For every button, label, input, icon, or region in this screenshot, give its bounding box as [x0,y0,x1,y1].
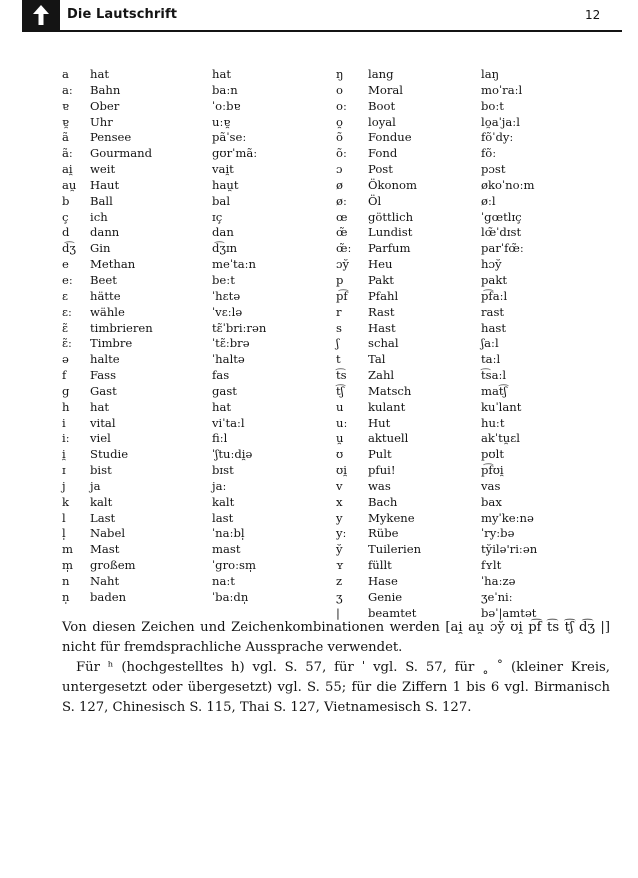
ipa-symbol: ɛ̃ː [62,336,72,351]
ipa-transcription: meˈtaːn [212,257,256,272]
ipa-word: ja [90,478,101,493]
ipa-symbol: h [62,399,70,414]
ipa-transcription: kuˈlant [481,399,522,414]
ipa-symbol: y̆ [336,542,343,557]
ipa-word: wähle [90,304,125,319]
table-row [336,526,626,542]
table-row [336,416,626,432]
ipa-transcription: huːt [481,415,505,430]
ipa-word: beamtet [368,605,417,620]
ipa-symbol: ãː [62,146,73,161]
ipa-word: Ökonom [368,177,417,192]
ipa-transcription: ty̆ilə'riːən [481,542,538,557]
table-row [62,241,322,257]
table-row [336,447,626,463]
ipa-symbol: l [62,510,66,525]
table-row [62,67,322,83]
ipa-transcription: jaː [212,478,227,493]
ipa-symbol: au̯ [62,177,77,192]
ipa-word: Rübe [368,526,399,541]
ipa-symbol: œ [336,209,348,224]
ipa-transcription: parˈfœ̃ː [481,241,524,256]
table-row [62,115,322,131]
ipa-symbol: x [336,494,343,509]
ipa-word: Hut [368,415,391,430]
ipa-word: Genie [368,589,403,604]
ipa-word: Last [90,510,116,525]
ipa-word: Öl [368,193,382,208]
ipa-symbol: g [62,383,70,398]
ipa-word: pfui! [368,463,396,478]
ipa-symbol: i [62,415,66,430]
ipa-word: großem [90,558,136,573]
ipa-transcription: ˈgœtlɪç [481,209,522,224]
table-row [62,526,322,542]
ipa-word: Moral [368,82,404,97]
ipa-word: Ball [90,193,113,208]
ipa-symbol: b [62,193,70,208]
footnote-paragraph-1: Von diesen Zeichen und Zeichenkombinationen werden [ai̯ au̯ ɔy̆ ʊi̯ p͡f t͡s t͡ʃ d͡ʒ |] nicht für fremdsprachliche Aussprache verwendet. [62,620,610,655]
ipa-transcription: p͡faːl [481,288,508,303]
ipa-word: Studie [90,447,129,462]
ipa-symbol: ʏ [336,558,344,573]
ipa-transcription: ˈhaːzə [481,574,516,588]
ipa-symbol: s [336,320,342,335]
table-row [62,146,322,162]
ipa-word: Bach [368,494,398,509]
table-row [62,352,322,368]
ipa-word: hat [90,67,110,81]
table-row [62,210,322,226]
ipa-word: vital [90,415,116,430]
table-row [336,463,626,479]
table-row [336,210,626,226]
ipa-transcription: hɔy̆ [481,257,502,272]
ipa-word: aktuell [368,431,409,446]
ipa-word: Mykene [368,510,415,525]
ipa-symbol: ʊi̯ [336,463,347,478]
table-row [62,289,322,305]
table-row [336,225,626,241]
table-row [336,368,626,384]
footnote-paragraph-2: Für ʰ (hochgestelltes h) vgl. S. 57, für ˈ vgl. S. 57, für ˳ ˚ (kleiner Kreis, untergesetzt oder übergesetzt) vgl. S. 55; für die Ziffern 1 bis 6 vgl. Birmanisch S. 127, Chinesisch S. 115, Thai S. 127, Vietnamesisch S. 127. [62,660,610,715]
ipa-symbol: ɛ̃ [62,320,69,335]
ipa-transcription: ˈbaːdn̩ [212,589,249,604]
ipa-symbol: n̩ [62,589,70,604]
table-row [336,146,626,162]
ipa-transcription: lœ̃ˈdɪst [481,225,522,240]
table-row [62,431,322,447]
ipa-transcription: pãˈseː [212,130,247,145]
table-row [62,336,322,352]
ipa-symbol: ŋ [336,67,344,81]
header-rule [22,30,622,32]
table-row [62,511,322,527]
ipa-transcription: ˈʃtuːdi̯ə [212,447,253,462]
ipa-word: füllt [368,558,392,573]
ipa-symbol: r [336,304,342,319]
ipa-symbol: iː [62,431,70,446]
ipa-transcription: ˈryːbə [481,526,515,541]
ipa-transcription: mast [212,542,241,557]
ipa-symbol: j [62,478,66,493]
ipa-word: Pakt [368,272,394,287]
ipa-symbol: ʒ [336,589,343,604]
ipa-word: lang [368,67,394,81]
ipa-word: Zahl [368,368,395,383]
ipa-transcription: ˈtɛ̃ːbrə [212,336,250,351]
ipa-transcription: hast [481,320,506,335]
ipa-word: Naht [90,574,120,588]
ipa-word: Nabel [90,526,126,541]
ipa-word: Boot [368,98,396,113]
ipa-transcription: pɔst [481,162,506,177]
ipa-symbol: ai̯ [62,162,73,177]
ipa-word: Fass [90,368,117,383]
ipa-word: Pensee [90,130,132,145]
ipa-symbol: z [336,574,343,588]
ipa-transcription: ʒeˈniː [481,589,513,604]
ipa-transcription: kalt [212,494,235,509]
ipa-word: viel [90,431,111,446]
ipa-symbol: a [62,67,69,81]
ipa-word: kulant [368,399,406,414]
ipa-word: Beet [90,272,117,287]
section-title: Die Lautschrift [67,7,178,22]
ipa-transcription: bəˈ|amtət [481,605,537,620]
ipa-word: Methan [90,257,136,272]
ipa-transcription: økoˈnoːm [481,177,535,192]
ipa-word: Rast [368,304,395,319]
table-row [336,162,626,178]
ipa-transcription: ɪç [212,209,223,224]
ipa-word: bist [90,463,112,478]
up-arrow-glyph [31,3,51,27]
ipa-symbol: ɛː [62,304,72,319]
table-row [62,305,322,321]
ipa-symbol: ç [62,209,69,224]
ipa-word: Hast [368,320,396,335]
ipa-symbol: | [336,605,340,620]
ipa-transcription: baːn [212,82,238,97]
ipa-symbol: ã [62,130,69,145]
ipa-word: baden [90,589,127,604]
ipa-symbol: k [62,494,70,509]
table-row [336,305,626,321]
table-row [336,479,626,495]
ipa-symbol: t͡s [336,368,347,383]
table-row [336,83,626,99]
ipa-symbol: p [336,272,344,287]
ipa-word: was [368,478,391,493]
ipa-symbol: l̩ [62,526,66,541]
ipa-symbol: ʊ [336,447,344,462]
ipa-transcription: d͡ʒɪn [212,241,238,256]
ipa-word: kalt [90,494,113,509]
table-row [62,447,322,463]
ipa-transcription: ʃaːl [481,336,499,351]
ipa-symbol: œ̃ [336,225,348,240]
ipa-symbol: u̯ [336,431,344,446]
page-number: 12 [585,8,601,22]
ipa-transcription: bax [481,494,502,509]
table-row [336,574,626,590]
table-row [62,130,322,146]
ipa-word: dann [90,225,120,240]
ipa-symbol: aː [62,82,73,97]
ipa-symbol: f [62,368,67,383]
ipa-transcription: myˈkeːnə [481,510,534,525]
ipa-transcription: bal [212,193,231,208]
ipa-word: hat [90,399,110,414]
table-row [62,400,322,416]
ipa-transcription: dan [212,225,234,240]
ipa-symbol: õ [336,130,343,145]
table-row [336,257,626,273]
table-row [336,384,626,400]
table-row [62,225,322,241]
table-row [62,257,322,273]
ipa-transcription: viˈtaːl [212,415,245,430]
ipa-transcription: lo̯aˈjaːl [481,114,520,129]
ipa-word: Fondue [368,130,412,145]
table-row [62,162,322,178]
ipa-transcription: ˈgroːsm̩ [212,558,256,573]
ipa-symbol: o̯ [336,114,343,129]
ipa-symbol: eː [62,272,73,287]
table-row [336,542,626,558]
ipa-word: göttlich [368,209,414,224]
ipa-word: ich [90,209,108,224]
ipa-symbol: ɐ [62,98,69,113]
ipa-transcription: akˈtu̯ɛl [481,431,520,446]
ipa-word: timbrieren [90,320,153,335]
ipa-symbol: n [62,574,70,588]
ipa-transcription: ˈhɛtə [212,288,241,303]
table-row [62,463,322,479]
table-row [62,384,322,400]
ipa-symbol: t [336,352,341,367]
table-row [62,542,322,558]
ipa-symbol: ɪ [62,463,66,478]
ipa-symbol: m [62,542,73,557]
ipa-transcription: rast [481,304,505,319]
ipa-transcription: ˈnaːbl̩ [212,526,245,541]
ipa-transcription: boːt [481,98,504,113]
table-row [62,416,322,432]
ipa-symbol: õː [336,146,347,161]
table-row [336,400,626,416]
ipa-word: Pfahl [368,288,399,303]
ipa-symbol: p͡f [336,288,348,303]
ipa-symbol: ø [336,177,343,192]
ipa-transcription: uːɐ̯ [212,114,231,129]
ipa-symbol: m̩ [62,558,73,573]
ipa-transcription: gʊrˈmãː [212,146,258,161]
ipa-transcription: ˈhaltə [212,352,245,367]
ipa-word: Mast [90,542,120,557]
table-row [336,336,626,352]
table-row [62,273,322,289]
ipa-symbol: uː [336,415,348,430]
ipa-symbol: v [336,478,343,493]
ipa-transcription: ˈoːbɐ [212,98,241,113]
ipa-transcription: fas [212,368,230,383]
left-ipa-table [62,67,322,606]
ipa-word: Gourmand [90,146,153,161]
ipa-symbol: ɐ̯ [62,114,69,129]
ipa-symbol: o [336,82,343,97]
ipa-word: weit [90,162,116,177]
ipa-symbol: d͡ʒ [62,241,76,256]
table-row [336,289,626,305]
ipa-transcription: moˈraːl [481,82,523,97]
table-row [62,368,322,384]
ipa-transcription: p͡fʊi̯ [481,463,504,478]
ipa-word: Gin [90,241,111,256]
table-row [336,321,626,337]
ipa-symbol: e [62,257,69,272]
ipa-word: Uhr [90,114,113,129]
ipa-symbol: t͡ʃ [336,383,344,398]
ipa-symbol: i̯ [62,447,66,462]
ipa-symbol: oː [336,98,347,113]
ipa-word: loyal [368,114,396,129]
ipa-transcription: hau̯t [212,177,239,192]
ipa-word: Post [368,162,393,177]
ipa-word: Heu [368,257,393,272]
ipa-symbol: ʃ [336,336,340,351]
ipa-word: Parfum [368,241,411,256]
ipa-transcription: last [212,510,234,525]
table-row [336,495,626,511]
ipa-word: Hase [368,574,398,588]
table-row [62,178,322,194]
table-row [336,352,626,368]
table-row [336,273,626,289]
ipa-transcription: t͡saːl [481,368,507,383]
table-row [62,479,322,495]
ipa-word: Lundist [368,225,413,240]
ipa-transcription: pʊlt [481,447,504,462]
ipa-word: Gast [90,383,117,398]
ipa-symbol: ə [62,352,69,367]
ipa-symbol: œ̃ː [336,241,352,256]
ipa-transcription: bɪst [212,463,234,478]
ipa-transcription: fõˈdyː [481,130,514,145]
ipa-transcription: hat [212,399,232,414]
ipa-symbol: d [62,225,70,240]
ipa-word: Bahn [90,82,121,97]
table-row [336,194,626,210]
table-row [336,67,626,83]
table-row [62,590,322,606]
footnote [62,618,610,718]
page-header [0,0,638,48]
up-arrow-icon[interactable] [22,0,60,30]
ipa-word: Tuilerien [368,542,422,557]
ipa-word: schal [368,336,399,351]
ipa-transcription: vai̯t [212,162,234,177]
ipa-transcription: beːt [212,272,235,287]
table-row [336,590,626,606]
table-row [62,495,322,511]
table-row [62,321,322,337]
ipa-transcription: tɛ̃ˈbriːrən [212,320,267,335]
ipa-word: Matsch [368,383,412,398]
table-row [62,194,322,210]
ipa-word: Pult [368,447,392,462]
ipa-word: Haut [90,177,120,192]
ipa-symbol: ɔy̆ [336,257,350,272]
table-row [336,99,626,115]
ipa-transcription: ˈvɛːlə [212,304,243,319]
ipa-symbol: øː [336,193,347,208]
table-row [62,99,322,115]
ipa-word: Timbre [90,336,133,351]
ipa-word: halte [90,352,120,367]
ipa-transcription: naːt [212,574,235,588]
ipa-transcription: pakt [481,272,508,287]
ipa-transcription: laŋ [481,67,500,81]
ipa-transcription: vas [481,478,501,493]
table-row [336,115,626,131]
table-row [336,511,626,527]
ipa-word: Tal [368,352,386,367]
ipa-transcription: gast [212,383,237,398]
ipa-transcription: hat [212,67,232,81]
table-row [336,130,626,146]
ipa-word: Fond [368,146,398,161]
ipa-transcription: fiːl [212,431,228,446]
ipa-symbol: yː [336,526,347,541]
ipa-transcription: taːl [481,352,501,367]
ipa-transcription: fʏlt [481,558,502,573]
ipa-transcription: mat͡ʃ [481,383,507,398]
table-row [62,558,322,574]
ipa-word: hätte [90,288,121,303]
table-row [336,431,626,447]
table-row [336,558,626,574]
ipa-symbol: u [336,399,344,414]
ipa-transcription: fõː [481,146,497,161]
table-row [336,241,626,257]
ipa-symbol: ɔ [336,162,343,177]
table-row [62,83,322,99]
ipa-symbol: y [336,510,343,525]
ipa-symbol: ɛ [62,288,69,303]
ipa-word: Ober [90,98,120,113]
table-row [336,178,626,194]
ipa-transcription: øːl [481,193,496,208]
right-ipa-table [336,67,626,622]
table-row [62,574,322,590]
